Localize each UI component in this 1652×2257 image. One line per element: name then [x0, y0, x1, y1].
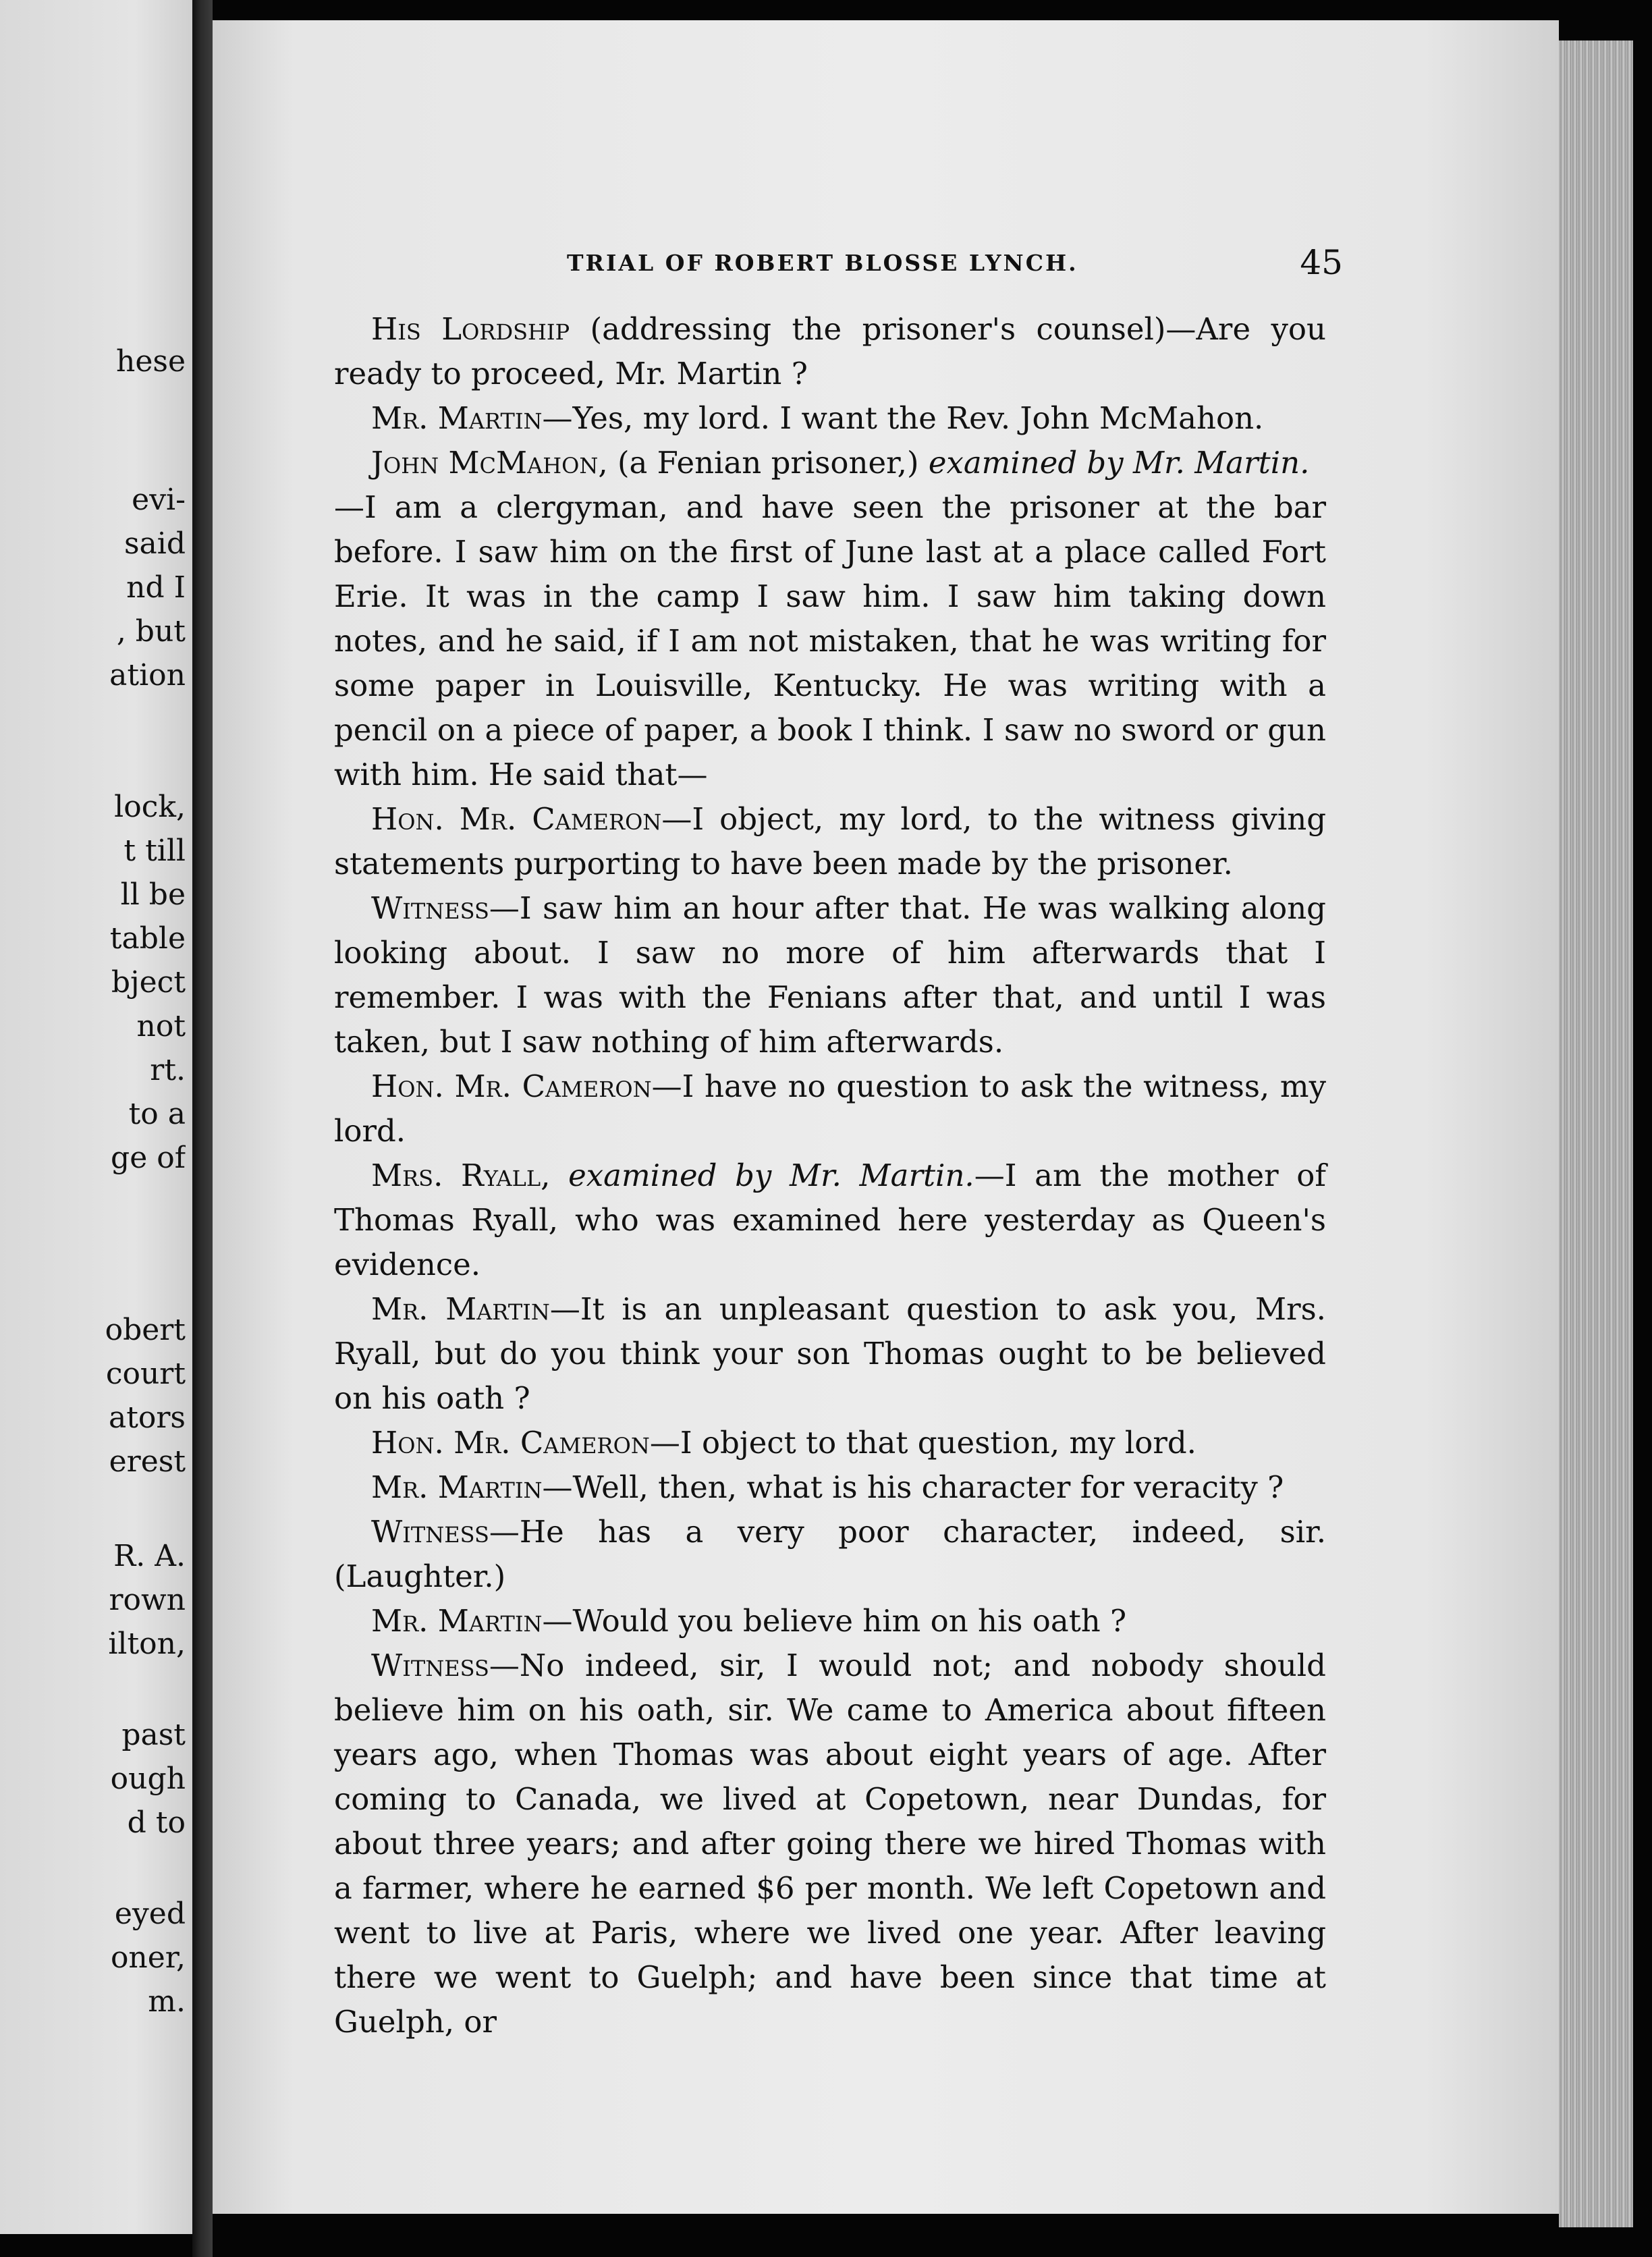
paragraph-italic: examined by Mr. Martin. [928, 445, 1310, 481]
left-page-fragment: hese [116, 344, 186, 379]
left-page-fragment: ilton, [108, 1627, 186, 1661]
speaker-name: Mr. Martin [371, 400, 543, 436]
speaker-name: Hon. Mr. Cameron [371, 801, 662, 837]
paragraph [334, 485, 1326, 797]
paragraph [334, 1064, 1326, 1153]
paragraph [334, 1153, 1326, 1287]
paragraph [334, 797, 1326, 886]
paragraph-italic: examined by Mr. Martin. [568, 1158, 974, 1193]
page-edges [1559, 40, 1633, 2227]
left-page-fragment: bject [111, 965, 186, 1000]
left-page-fragment: said [123, 526, 186, 561]
speaker-name: Mr. Martin [371, 1469, 543, 1505]
paragraph [334, 886, 1326, 1064]
paragraph-text: —It is an unpleasant question to ask you, Mrs. Ryall, but do you think your son Thomas ought to be believed on his oath ? [334, 1291, 1326, 1416]
paragraph-text: —Well, then, what is his character for veracity ? [542, 1469, 1284, 1505]
left-page-fragment: erest [109, 1444, 186, 1479]
paragraph [334, 1510, 1326, 1599]
speaker-name: Mr. Martin [371, 1291, 550, 1327]
left-page-fragment: to a [128, 1097, 186, 1131]
speaker-name: John McMahon, [371, 445, 608, 481]
speaker-name: Hon. Mr. Cameron [371, 1068, 652, 1104]
left-page-fragment: obert [105, 1313, 186, 1347]
left-page-fragment: eyed [114, 1897, 186, 1931]
running-head: TRIAL OF ROBERT BLOSSE LYNCH. [567, 250, 1078, 276]
left-page [0, 0, 192, 2234]
left-page-fragment: R. A. [113, 1539, 186, 1573]
paragraph-text: —I have no question to ask the witness, my lord. [334, 1068, 1326, 1149]
speaker-name: Witness [371, 1648, 489, 1683]
left-page-fragment: ough [110, 1762, 186, 1796]
left-page-fragment: evi- [132, 483, 186, 517]
speaker-name: Mr. Martin [371, 1603, 543, 1639]
paragraph-text: (addressing the prisoner's counsel)—Are you ready to proceed, Mr. Martin ? [334, 311, 1326, 391]
left-page-fragment: , but [116, 614, 186, 649]
paragraph-text: —I saw him an hour after that. He was walking along looking about. I saw no more of him afterwards that I remember. I was with the Fenians after that, and until I was taken, but I saw nothing of him afterwards. [334, 890, 1326, 1060]
left-page-fragment: ll be [120, 877, 186, 912]
paragraph-text: —I am a clergyman, and have seen the prisoner at the bar before. I saw him on the first of June last at a place called Fort Erie. It was in the camp I saw him. I saw him taking down notes, and he said, if I am not mistaken, that he was writing for some paper in Louisville, Kentucky. He was writing with a pencil on a piece of paper, a book I think. I saw no sword or gun with him. He said that— [334, 489, 1326, 792]
speaker-name: Mrs. Ryall, [371, 1158, 551, 1193]
left-page-fragment: oner, [110, 1940, 186, 1975]
speaker-name: Witness [371, 1514, 489, 1550]
left-page-fragment: ation [109, 658, 186, 692]
paragraph-text: (a Fenian prisoner,) [607, 445, 929, 481]
paragraph-text: —I object, my lord, to the witness giving statements purporting to have been made by the prisoner. [334, 801, 1326, 881]
left-page-fragment: not [136, 1009, 186, 1043]
left-page-fragment: ators [108, 1401, 186, 1435]
left-page-fragment: ge of [111, 1141, 186, 1175]
left-page-fragment: court [105, 1357, 186, 1391]
speaker-name: His Lordship [371, 311, 570, 347]
paragraph-text: —He has a very poor character, indeed, sir. (Laughter.) [334, 1514, 1326, 1594]
left-page-fragment: nd I [126, 570, 186, 605]
page-number: 45 [1300, 243, 1343, 282]
paragraph [334, 1643, 1326, 2044]
paragraph-text: —No indeed, sir, I would not; and nobody should believe him on his oath, sir. We came to America about fifteen years ago, when Thomas was about eight years of age. After coming to Canada, we lived at Copetown, near Dundas, for about three years; and after going there we hired Thomas with a farmer, where he earned $6 per month. We left Copetown and went to live at Paris, where we lived one year. After leaving there we went to Guelph; and have been since that time at Guelph, or [334, 1648, 1326, 2040]
paragraph-text: —I object to that question, my lord. [649, 1425, 1196, 1461]
paragraph-text: —Yes, my lord. I want the Rev. John McMahon. [542, 400, 1264, 436]
left-page-fragment: m. [148, 1984, 186, 2019]
left-page-fragment: table [109, 921, 186, 956]
paragraph [334, 1421, 1326, 1465]
body-text [334, 307, 1326, 2044]
paragraph [334, 1287, 1326, 1421]
book-gutter [192, 0, 213, 2257]
paragraph [334, 396, 1326, 441]
paragraph-text: —Would you believe him on his oath ? [542, 1603, 1127, 1639]
left-page-fragment: d to [127, 1805, 186, 1840]
speaker-name: Hon. Mr. Cameron [371, 1425, 650, 1461]
paragraph-text: —I am the mother of Thomas Ryall, who was examined here yesterday as Queen's evidence. [334, 1158, 1327, 1282]
page-header [567, 243, 1343, 290]
left-page-fragment: past [121, 1718, 186, 1752]
left-page-fragment: lock, [114, 790, 186, 824]
paragraph [334, 1465, 1326, 1510]
left-page-fragment: rown [109, 1583, 186, 1617]
left-page-fragment: rt. [150, 1053, 186, 1087]
paragraph [334, 1599, 1326, 1643]
paragraph [334, 441, 1326, 485]
paragraph [334, 307, 1326, 396]
left-page-fragment: t till [123, 834, 186, 868]
speaker-name: Witness [371, 890, 489, 926]
